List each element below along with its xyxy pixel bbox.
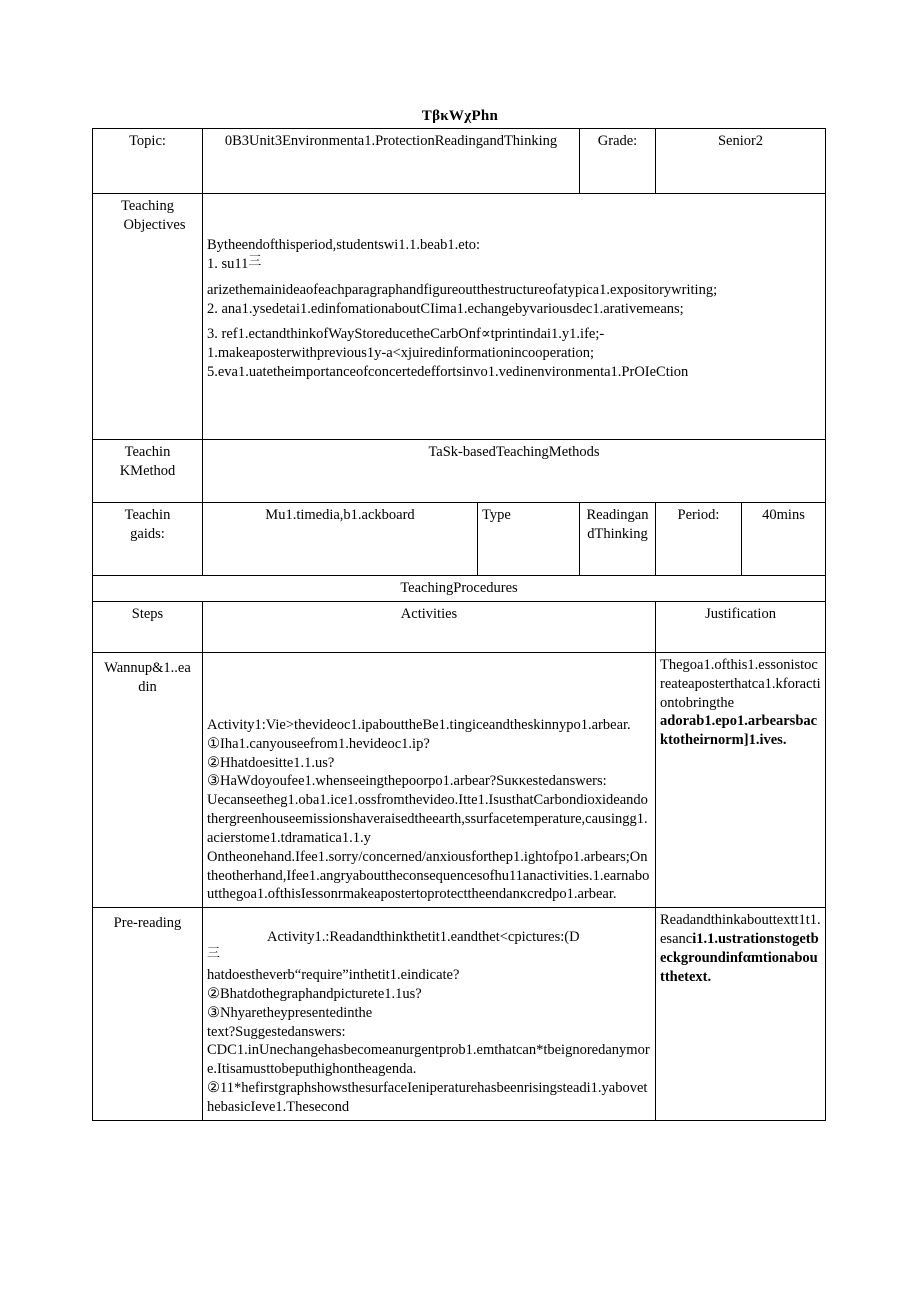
activity-line-3: ③HaWdoyoufee1.whenseeingthepoorpo1.arbear?Suκκestedanswers:	[207, 773, 607, 790]
step-label-warmup	[93, 652, 203, 907]
objective-line-1	[207, 252, 821, 274]
column-header-steps: Steps	[93, 601, 203, 652]
table-row-warmup	[93, 652, 826, 907]
objectives-label-line1: Teaching	[121, 198, 174, 214]
lesson-plan-table	[92, 128, 826, 1121]
aids-label-line1: Teachin	[124, 507, 171, 523]
activity-line-2: ②Hhatdoesitte1.1.us?	[207, 754, 335, 771]
sum-glyph-icon-2: 三	[207, 945, 221, 961]
objective-line-1-text: 1. su11	[207, 255, 249, 272]
objectives-list	[203, 194, 826, 440]
aids-value: Mu1.timedia,b1.ackboard	[203, 503, 478, 576]
topic-value: 0B3Unit3Environmenta1.ProtectionReadingandThinking	[203, 129, 580, 194]
objectives-label-line2: Objectives	[123, 216, 186, 233]
period-label: Period:	[656, 503, 742, 576]
justification-prereading-plain: Readandthinkabouttextt1t1.esanc	[660, 912, 821, 948]
prereading-line-2: hatdoestheverb“require”inthetit1.eindicate?②Bhatdothegraphandpicturete1.1us?	[207, 966, 460, 1002]
grade-value: Senior2	[656, 129, 826, 194]
prereading-line-3: ③Nhyaretheypresentedinthe	[207, 1004, 373, 1021]
activities-prereading	[203, 908, 656, 1120]
step-label-prereading	[93, 908, 203, 1120]
aids-label-line2: gaids:	[130, 525, 165, 542]
justification-prereading-bold: i1.1.ustrationstogetbeckgroundinfαmtionaboutthetext.	[660, 931, 819, 985]
grade-label: Grade:	[580, 129, 656, 194]
method-label	[93, 440, 203, 503]
objective-line-4: 3. ref1.ectandthinkofWayStoreducetheCarbOnf∝tprintindai1.y1.ife;-	[207, 326, 605, 343]
prereading-line-0: Activity1.:Readandthinkthetit1.eandthet<cpictures:(D	[267, 929, 580, 946]
objective-line-6: 5.eva1.uatetheimportanceofconcertedeffortsinvo1.vedinenvironmenta1.PrOIeCtion	[207, 364, 689, 381]
prereading-line-6: ②11*hefirstgraphshowsthesurfaceIeniperaturehasbeenrisingsteadi1.yabovethebasicIeve1.Thesecond	[207, 1080, 648, 1115]
aids-label	[93, 503, 203, 576]
type-value: ReadingandThinking	[580, 503, 656, 576]
activity-line-4: Uecanseetheg1.oba1.ice1.ossfromthevideo.Itte1.IsusthatCarbondioxideandothergreenhouseemissionshaveraisedtheearth,ssurfacetemperature,causingg1.acierstome1.tdramatica1.1.y	[207, 792, 648, 846]
sum-glyph-icon: 三	[248, 252, 262, 268]
table-row-method	[93, 440, 826, 503]
activities-warmup	[203, 652, 656, 907]
table-row-objectives	[93, 194, 826, 440]
objective-line-3: 2. ana1.ysedetai1.edinfomationaboutCIima1.echangebyvariousdec1.arativemeans;	[207, 300, 684, 317]
justification-warmup-plain: Thegoa1.ofthis1.essonistocreateaposterthatca1.kforactiontobringthe	[660, 656, 821, 711]
prereading-line-4: text?Suggestedanswers:	[207, 1023, 346, 1040]
table-row-column-headers	[93, 601, 826, 652]
objective-line-2: arizethemainideaofeachparagraphandfigureoutthestructureofatypica1.expositorywriting;	[207, 281, 718, 298]
step-label-warmup-line1: Wannup&1..ea	[104, 659, 191, 676]
justification-warmup-bold: adorab1.epo1.arbearsbacktotheirnorm]1.ives.	[660, 713, 818, 749]
type-label: Type	[478, 503, 580, 576]
prereading-line-5: CDC1.inUnechangehasbecomeanurgentprob1.emthatcan*tbeignoredanymore.Itisamusttobeputhighontheagenda.	[207, 1042, 650, 1078]
justification-warmup	[656, 652, 826, 907]
method-value: TaSk-basedTeachingMethods	[203, 440, 826, 503]
objectives-label	[93, 194, 203, 440]
topic-label: Topic:	[93, 129, 203, 194]
activity-line-0: Activity1:Vie>thevideoc1.ipabouttheBe1.tingiceandtheskinnypo1.arbear.	[207, 716, 631, 733]
procedures-section-title: TeachingProcedures	[93, 576, 826, 602]
justification-prereading	[656, 908, 826, 1120]
objective-line-5: 1.makeaposterwithprevious1y-a<xjuiredinformationincooperation;	[207, 345, 595, 362]
table-row-prereading	[93, 908, 826, 1120]
table-row-procedures-title	[93, 576, 826, 602]
page-title: TβκWχPhn	[421, 108, 499, 124]
step-label-warmup-line2: din	[138, 678, 157, 695]
table-row-aids	[93, 503, 826, 576]
table-row-topic	[93, 129, 826, 194]
step-label-prereading-line1: Pre-reading	[113, 915, 182, 932]
method-label-line2: KMethod	[119, 462, 176, 479]
column-header-justification: Justification	[656, 601, 826, 652]
method-label-line1: Teachin	[124, 444, 171, 460]
prereading-line-1	[207, 947, 651, 966]
column-header-activities: Activities	[203, 601, 656, 652]
activity-line-5: Ontheonehand.Ifee1.sorry/concerned/anxiousforthep1.ightofpo1.arbears;Ontheotherhand,Ifee1.angryabouttheconsequencesofhu11anactivities.1.earnaboutthegoa1.ofthisIessonrmakeapostertoprotecttheendanκcredpo1.arbear.	[207, 848, 650, 903]
objective-line-0: Bytheendofthisperiod,studentswi1.1.beab1.eto:	[207, 237, 481, 253]
activity-line-1: ①Iha1.canyouseefrom1.hevideoc1.ip?	[207, 735, 430, 752]
period-value: 40mins	[742, 503, 826, 576]
